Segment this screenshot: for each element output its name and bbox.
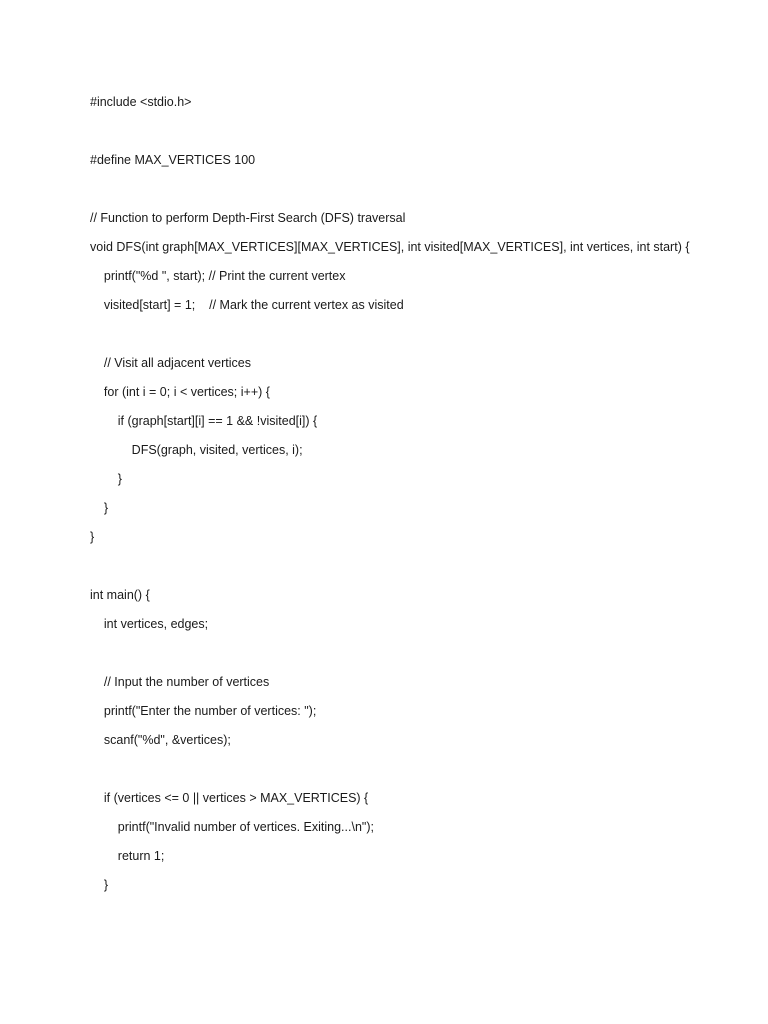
code-line: [90, 554, 750, 583]
code-line: // Visit all adjacent vertices: [90, 356, 251, 370]
code-line: return 1;: [90, 849, 165, 863]
code-line: if (vertices <= 0 || vertices > MAX_VERTICES) {: [90, 791, 369, 805]
code-line: [90, 119, 750, 148]
code-line: int vertices, edges;: [90, 617, 209, 631]
code-line: #include <stdio.h>: [90, 95, 192, 109]
code-listing: [90, 90, 750, 902]
code-line: // Input the number of vertices: [90, 675, 270, 689]
code-line: }: [90, 878, 109, 892]
code-line: }: [90, 530, 95, 544]
code-line: }: [90, 501, 109, 515]
code-line: for (int i = 0; i < vertices; i++) {: [90, 385, 270, 399]
code-line: int main() {: [90, 588, 150, 602]
code-line: printf("Enter the number of vertices: ");: [90, 704, 317, 718]
code-line: printf("%d ", start); // Print the current vertex: [90, 269, 346, 283]
code-line: void DFS(int graph[MAX_VERTICES][MAX_VERTICES], int visited[MAX_VERTICES], int vertices, int start) {: [90, 240, 690, 254]
code-line: [90, 177, 750, 206]
code-line: scanf("%d", &vertices);: [90, 733, 231, 747]
code-line: visited[start] = 1; // Mark the current vertex as visited: [90, 298, 404, 312]
code-line: }: [90, 472, 122, 486]
code-line: printf("Invalid number of vertices. Exiting...\n");: [90, 820, 374, 834]
code-line: [90, 641, 750, 670]
code-line: DFS(graph, visited, vertices, i);: [90, 443, 303, 457]
code-line: // Function to perform Depth-First Search (DFS) traversal: [90, 211, 406, 225]
code-line: [90, 757, 750, 786]
code-line: if (graph[start][i] == 1 && !visited[i]) {: [90, 414, 318, 428]
code-line: #define MAX_VERTICES 100: [90, 153, 256, 167]
code-line: [90, 322, 750, 351]
